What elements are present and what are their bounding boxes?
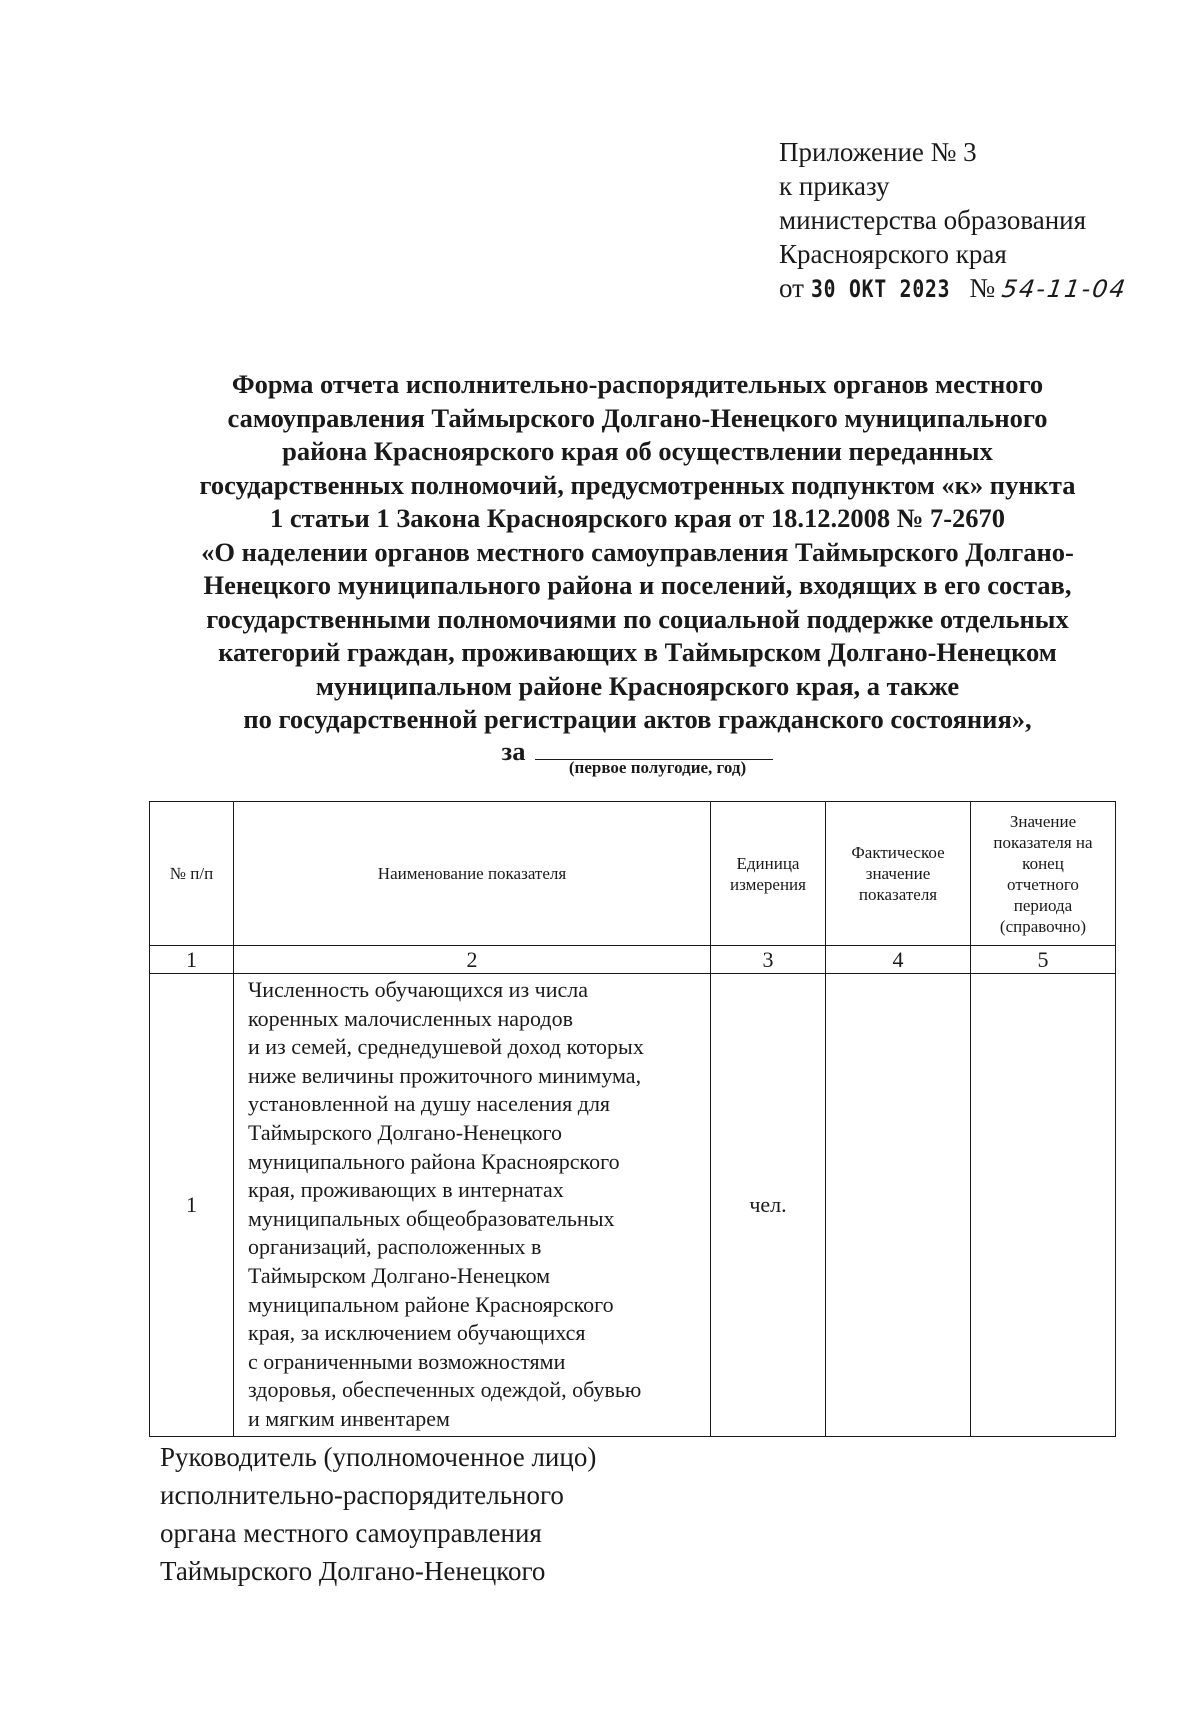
indicator-line: здоровья, обеспеченных одеждой, обувью [248,1377,642,1403]
row-number: 1 [150,974,234,1437]
indicator-line: и мягким инвентарем [248,1405,450,1431]
indicator-line: Таймырского Долгано-Ненецкого [248,1119,563,1145]
unit-cell: чел. [711,974,826,1437]
table-header-row [150,802,1116,946]
period-blank-line [535,733,773,760]
indicator-line: края, за исключением обучающихся [248,1320,586,1346]
indicator-line: установленной на душу населения для [248,1091,611,1117]
indicator-line: и из семей, среднедушевой доход которых [248,1034,644,1060]
actual-value-cell[interactable] [826,974,971,1437]
appendix-line: к приказу [779,171,890,201]
signature-line: Таймырского Долгано-Ненецкого [160,1556,546,1586]
column-number: 3 [711,946,826,974]
header-reference-value: Значение показателя на конец отчетного периода (справочно) [971,802,1116,946]
indicator-line: Таймырском Долгано-Ненецком [248,1262,551,1288]
appendix-block [779,135,1139,306]
title-line: 1 статьи 1 Закона Красноярского края от 18.12.2008 № 7-2670 [269,503,1006,533]
indicator-line: муниципальных общеобразовательных [248,1205,615,1231]
order-number-handwritten: 54-11-04 [999,275,1129,303]
title-line: Форма отчета исполнительно-распорядительных органов местного [231,369,1044,399]
date-prefix: от [779,273,804,303]
title-line: Ненецкого муниципального района и поселений, входящих в его состав, [203,570,1072,600]
appendix-line: министерства образования [779,205,1087,235]
indicator-line: ниже величины прожиточного минимума, [248,1062,642,1088]
indicator-line: с ограниченными возможностями [248,1348,566,1374]
reference-value-cell[interactable] [971,974,1116,1437]
indicator-line: муниципального района Красноярского [248,1148,620,1174]
header-indicator-name: Наименование показателя [234,802,711,946]
signature-line: исполнительно-распорядительного [160,1480,564,1510]
order-date-line [779,271,1139,306]
indicator-line: Численность обучающихся из числа [248,977,588,1002]
date-stamp: 30 ОКТ 2023 [810,275,951,303]
period-prefix: за [501,736,526,766]
column-number: 2 [234,946,711,974]
title-line: «О наделении органов местного самоуправления Таймырского Долгано- [201,536,1074,567]
report-table [149,801,1116,1437]
title-line: муниципальном районе Красноярского края, а также [315,670,960,701]
column-number: 4 [826,946,971,974]
number-sign: № [969,273,996,303]
indicator-line: края, проживающих в интернатах [248,1177,564,1203]
title-line: самоуправления Таймырского Долгано-Ненецкого муниципального [227,402,1048,433]
appendix-line: Красноярского края [779,239,1007,269]
title-line: района Красноярского края об осуществлении переданных [282,436,993,466]
form-title [150,368,1125,737]
column-number: 5 [971,946,1116,974]
indicator-line: организаций, расположенных в [248,1234,542,1260]
title-line: по государственной регистрации актов гражданского состояния», [243,704,1032,734]
period-hint: (первое полугодие, год) [568,758,747,777]
header-unit: Единица измерения [711,802,826,946]
column-number: 1 [150,946,234,974]
title-line: государственными полномочиями по социальной поддержке отдельных [206,603,1069,634]
header-number: № п/п [150,802,234,946]
indicator-name [234,974,711,1437]
signature-line: органа местного самоуправления [160,1518,542,1548]
appendix-line: Приложение № 3 [779,137,977,167]
column-number-row [150,946,1116,974]
header-actual-value: Фактическое значение показателя [826,802,971,946]
indicator-line: коренных малочисленных народов [248,1005,573,1031]
title-line: категорий граждан, проживающих в Таймырском Долгано-Ненецком [218,637,1057,667]
indicator-line: муниципальном районе Красноярского [248,1291,614,1317]
table-row [150,974,1116,1437]
title-line: государственных полномочий, предусмотренных подпунктом «к» пункта [199,469,1076,500]
signature-line: Руководитель (уполномоченное лицо) [160,1442,597,1472]
signature-block [160,1438,860,1590]
